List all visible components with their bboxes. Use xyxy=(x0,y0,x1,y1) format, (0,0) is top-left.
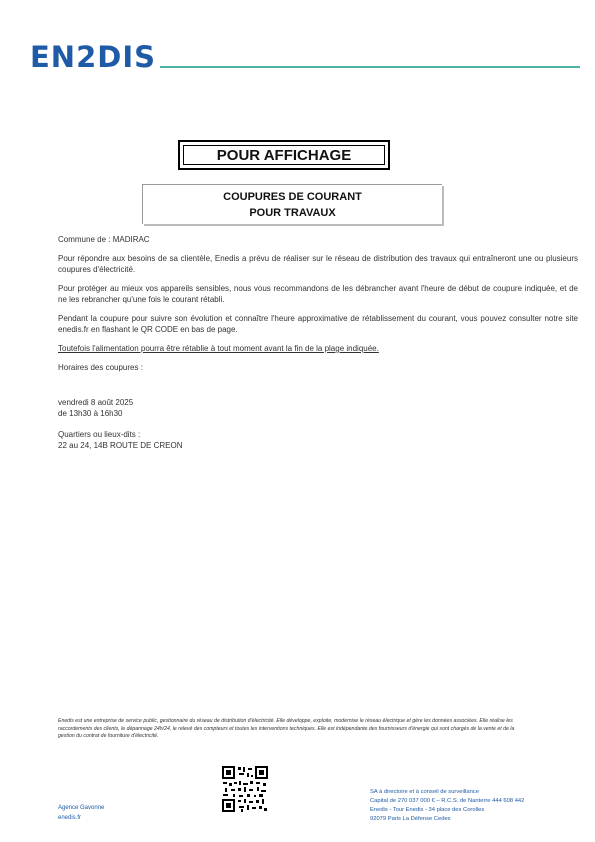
qr-code[interactable] xyxy=(221,765,269,813)
footer-company-info xyxy=(370,788,524,824)
footer-agency-name: Agence Gavonne xyxy=(58,805,105,811)
qr-code-graphic xyxy=(221,765,269,813)
quartiers-block xyxy=(58,429,578,451)
notice-content xyxy=(58,234,578,459)
footer-info-line4: 92079 Paris La Défense Cedex xyxy=(370,816,451,822)
commune-line: Commune de : MADIRAC xyxy=(58,235,150,244)
affichage-label: POUR AFFICHAGE xyxy=(216,146,352,164)
notice-paragraph-2: Pour protéger au mieux vos appareils sensibles, nous vous recommandons de les débrancher avant l'heure de début de coupure indiquée, et de ne les rebrancher qu'une fois le courant rétabli. xyxy=(58,284,578,304)
footer-agency xyxy=(58,803,104,823)
coupures-title-line2: POUR TRAVAUX xyxy=(249,207,336,219)
footer-info-line1: SA à directoire et à conseil de surveillance xyxy=(370,789,479,795)
affichage-banner xyxy=(178,140,390,170)
horaires-block xyxy=(58,397,578,419)
enedis-logo: EN2DIS xyxy=(30,40,157,74)
notice-paragraph-4: Toutefois l'alimentation pourra être rétablie à tout moment avant la fin de la plage indiquée. xyxy=(58,344,379,353)
notice-paragraph-1: Pour répondre aux besoins de sa clientèle, Enedis a prévu de réaliser sur le réseau de distribution des travaux qui entraîneront une ou plusieurs coupures d'électricité. xyxy=(58,254,578,274)
quartiers-value: 22 au 24, 14B ROUTE DE CREON xyxy=(58,441,183,450)
horaires-label: Horaires des coupures : xyxy=(58,363,143,372)
header-divider xyxy=(160,66,580,68)
footer-website-link[interactable]: enedis.fr xyxy=(58,815,82,821)
legal-notice: Enedis est une entreprise de service public, gestionnaire du réseau de distribution d'électricité. Elle développe, exploite, modernise le réseau électrique et gère les données associées. Elle réalise les raccordements des clients, le dépannage 24h/24, le relevé des compteurs et toutes les interventions techniques. Elle est indépendante des fournisseurs d'énergie qui sont chargés de la vente et de la gestion du contrat de fourniture d'électricité. xyxy=(58,718,515,740)
quartiers-label: Quartiers ou lieux-dits : xyxy=(58,430,141,439)
notice-paragraph-3: Pendant la coupure pour suivre son évolution et connaître l'heure approximative de rétablissement du courant, vous pouvez consulter notre site enedis.fr en flashant le QR CODE en bas de page. xyxy=(58,314,578,334)
coupure-time: de 13h30 à 16h30 xyxy=(58,409,123,418)
coupures-title-box xyxy=(142,184,442,224)
footer-info-line2: Capital de 270 037 000 € – R.C.S. de Nanterre 444 608 442 xyxy=(370,798,525,804)
coupure-date: vendredi 8 août 2025 xyxy=(58,398,134,407)
coupures-title-line1: COUPURES DE COURANT xyxy=(223,191,362,203)
footer-info-line3: Enedis - Tour Enedis - 34 place des Corolles xyxy=(370,807,485,813)
